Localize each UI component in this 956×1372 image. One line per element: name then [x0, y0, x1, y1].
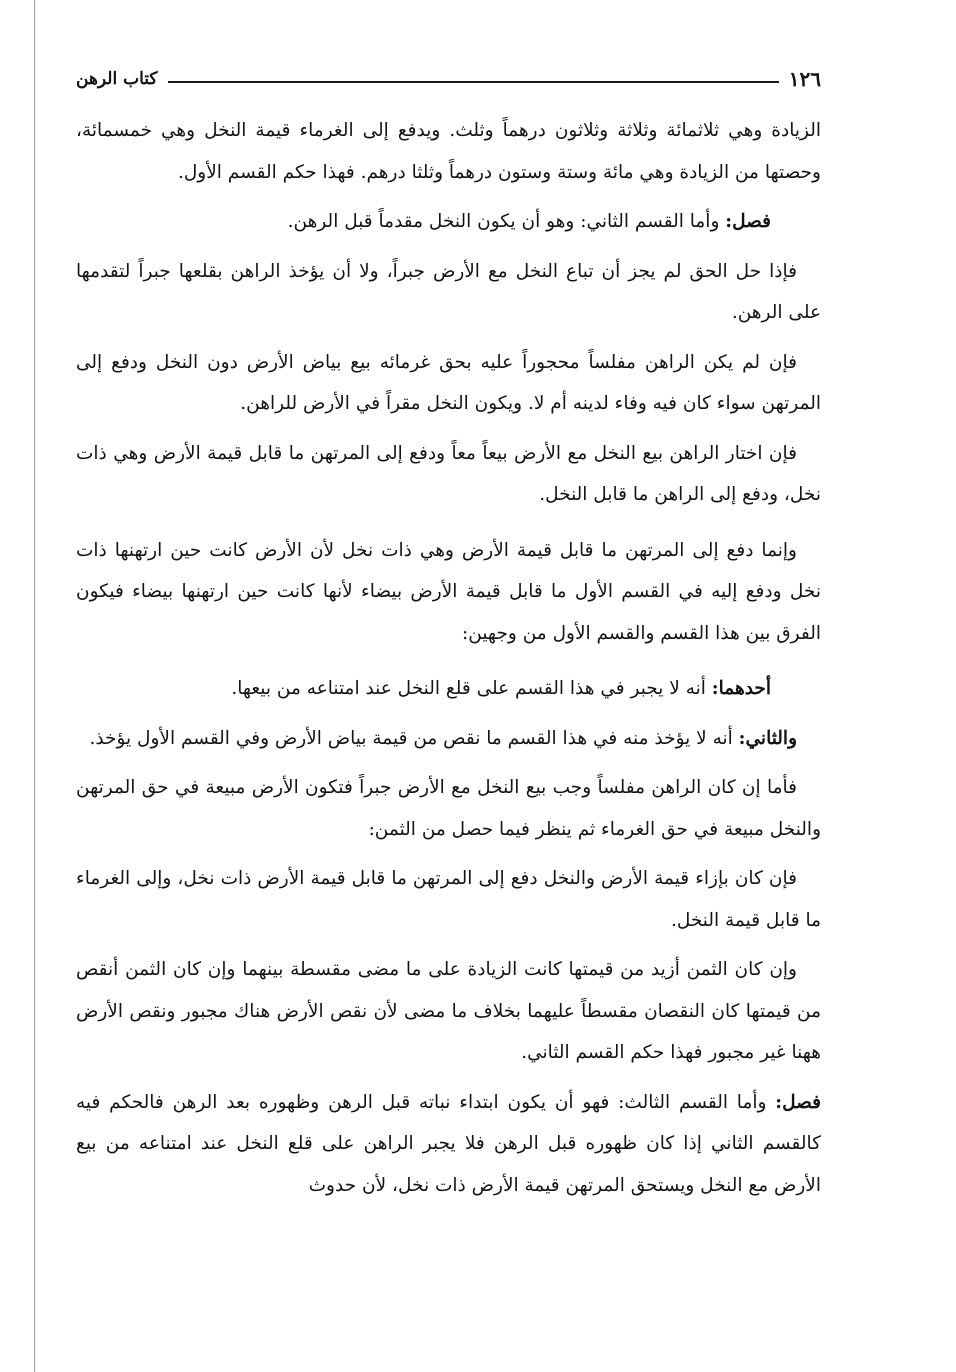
- paragraph-11: وإن كان الثمن أزيد من قيمتها كانت الزيادة على ما مضى مقسطة بينهما وإن كان الثمن أنقص من قيمتها كان النقصان مقسطاً عليهما بخلاف ما مضى لأن نقص الأرض هناك مجبور ونقص الأرض ههنا غير مجبور فهذا حكم القسم الثاني.: [76, 959, 821, 1063]
- paragraph-2: فصل: وأما القسم الثاني: وهو أن يكون النخل مقدماً قبل الرهن.: [287, 211, 771, 232]
- paragraph-12: فصل: وأما القسم الثالث: فهو أن يكون ابتداء نباته قبل الرهن وظهوره بعد الرهن فالحكم فيه كالقسم الثاني إذا كان ظهوره قبل الرهن فلا يجبر الراهن على قلع النخل عند امتناعه من بيع الأرض مع النخل ويستحق المرتهن قيمة الأرض ذات نخل، لأن حدوث: [76, 1091, 821, 1196]
- section-lead: فصل:: [725, 211, 771, 232]
- page-number: ١٢٦: [788, 67, 821, 91]
- paragraph-3: فإذا حل الحق لم يجز أن تباع النخل مع الأرض جبراً، ولا أن يؤخذ الراهن بقلعها جبراً لتقدمها على الرهن.: [76, 260, 821, 323]
- running-header: [76, 62, 821, 96]
- point-lead: والثاني:: [738, 727, 797, 749]
- paragraph-1: الزيادة وهي ثلاثمائة وثلاثة وثلاثون درهماً وثلث. ويدفع إلى الغرماء قيمة النخل وهي خمسمائة، وحصتها من الزيادة وهي مائة وستة وستون درهماً وثلثا درهم. فهذا حكم القسم الأول.: [76, 120, 821, 183]
- paragraph-10: فإن كان بإزاء قيمة الأرض والنخل دفع إلى المرتهن ما قابل قيمة الأرض ذات نخل، وإلى الغرماء ما قابل قيمة النخل.: [76, 868, 821, 931]
- page-edge-line: [34, 0, 35, 1372]
- section-lead: فصل:: [775, 1091, 821, 1113]
- paragraph-5: فإن اختار الراهن بيع النخل مع الأرض بيعاً معاً ودفع إلى المرتهن ما قابل قيمة الأرض وهي ذات نخل، ودفع إلى الراهن ما قابل النخل.: [76, 442, 821, 505]
- page-body: [76, 110, 821, 1214]
- paragraph-7: أحدهما: أنه لا يجبر في هذا القسم على قلع النخل عند امتناعه من بيعها.: [231, 678, 771, 699]
- paragraph-8: والثاني: أنه لا يؤخذ منه في هذا القسم ما نقص من قيمة بياض الأرض وفي القسم الأول يؤخذ.: [89, 727, 797, 749]
- book-title: كتاب الرهن: [76, 69, 158, 89]
- point-lead: أحدهما:: [711, 678, 771, 699]
- header-rule: [168, 81, 779, 83]
- paragraph-9: فأما إن كان الراهن مفلساً وجب بيع النخل مع الأرض جبراً فتكون الأرض مبيعة في حق المرتهن والنخل مبيعة في حق الغرماء ثم ينظر فيما حصل من الثمن:: [76, 777, 821, 840]
- paragraph-4: فإن لم يكن الراهن مفلساً محجوراً عليه بحق غرمائه بيع بياض الأرض دون النخل ودفع إلى المرتهن سواء كان فيه وفاء لدينه أم لا. ويكون النخل مقراً في الأرض للراهن.: [76, 351, 821, 414]
- paragraph-6: وإنما دفع إلى المرتهن ما قابل قيمة الأرض وهي ذات نخل لأن الأرض كانت حين ارتهنها ذات نخل ودفع إليه في القسم الأول ما قابل قيمة الأرض بيضاء لأنها كانت حين ارتهنها بيضاء فيكون الفرق بين هذا القسم والقسم الأول من وجهين:: [76, 539, 821, 644]
